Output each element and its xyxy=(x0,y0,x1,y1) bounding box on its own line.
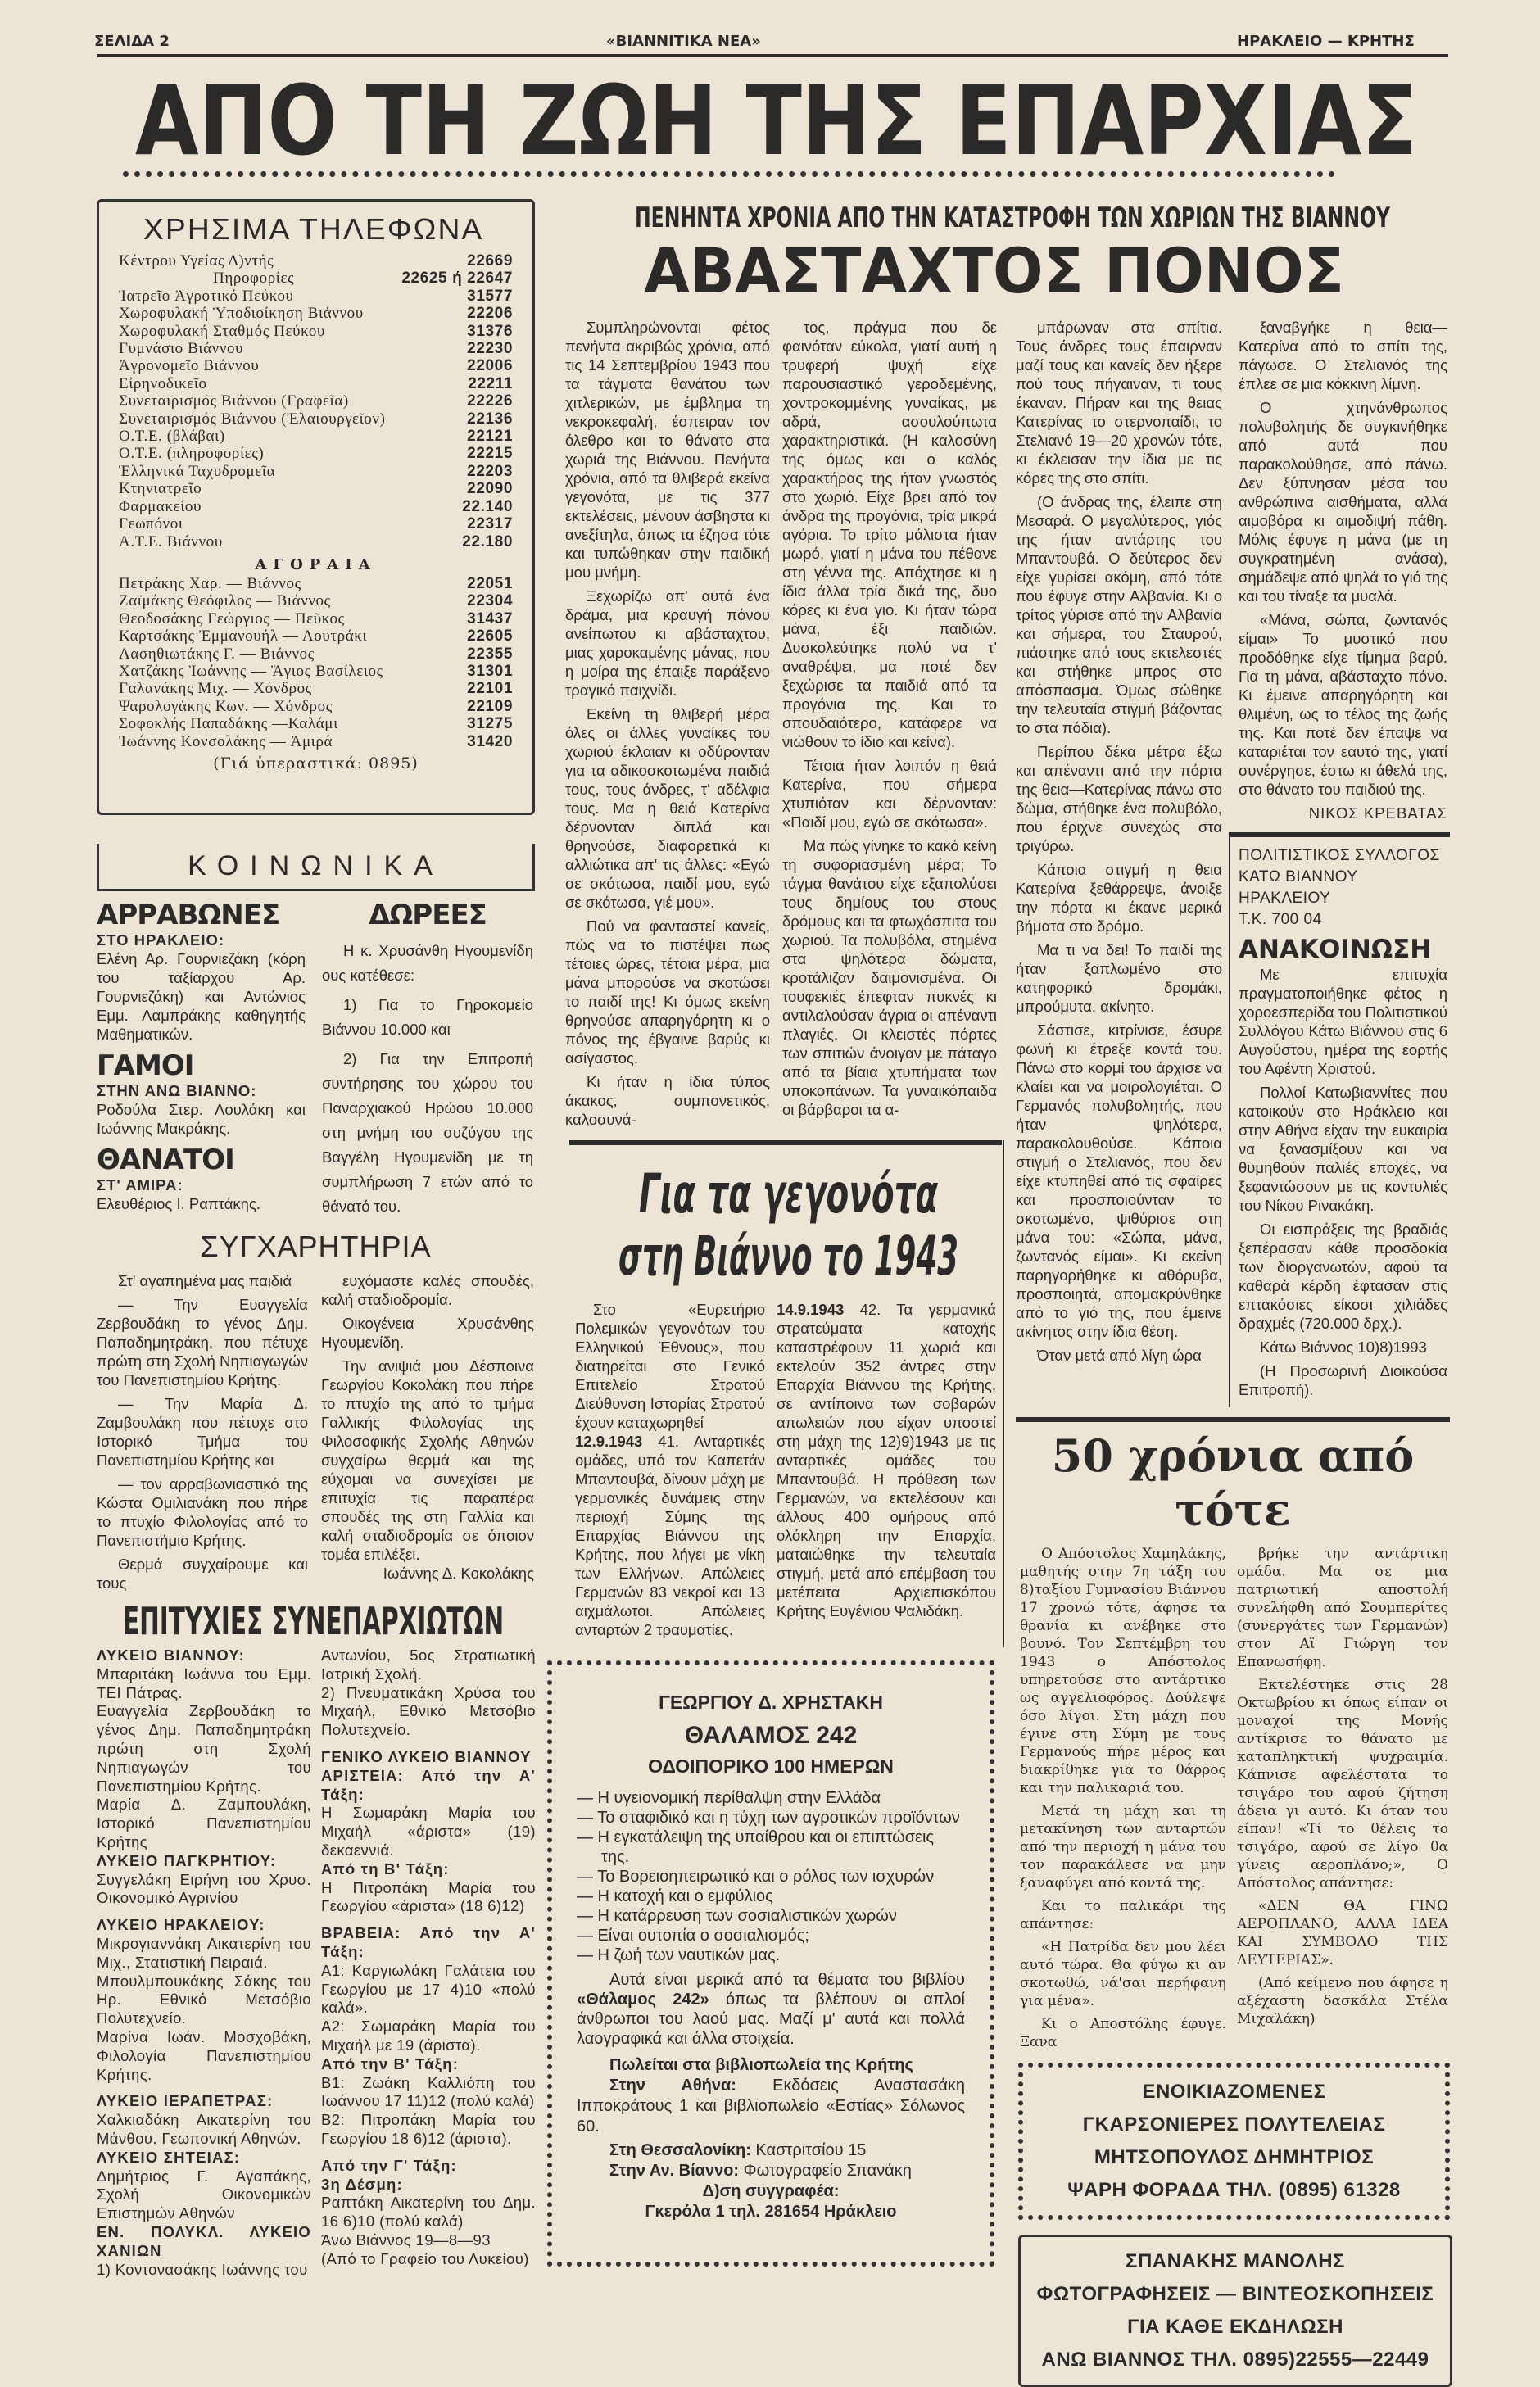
entry-text: Η Σωμαράκη Μαρία του Μιχαήλ «άριστα» (19) δεκαεννιά. xyxy=(321,1804,536,1859)
phone-label: Συνεταιρισμός Βιάννου (Γραφεῖα) xyxy=(119,392,349,410)
deaths-heading: ΘΑΝΑΤΟΙ xyxy=(97,1144,234,1176)
phone-row xyxy=(119,288,513,305)
paragraph: (Η Προσωρινή Διοικούσα Επιτροπή). xyxy=(1239,1362,1447,1398)
paragraph: μπάρωναν στα σπίτια. Τους άνδρες τους έπαιρναν μαζί τους και κανείς δεν ήξερε πού τους πήγαιναν, τι τους έκαναν. Πήραν και της θειας Κατερίνας το στερνοπαίδι, το Στελιανό 19—20 χρονών τότε, κι έκλεισαν την ίδια με τις κόρες της στο σπίτι. xyxy=(1016,319,1222,487)
entry-text: Ραπτάκη Αικατερίνη του Δημ. 16 6)10 (πολύ καλά) xyxy=(321,2194,536,2231)
successes-col2 xyxy=(321,1646,536,2269)
rent-ad-line: ΕΝΟΙΚΙΑΖΟΜΕΝΕΣ xyxy=(1142,2081,1326,2103)
entry-text: Αντωνίου, 5ος Στρατιωτική Ιατρική Σχολή. xyxy=(321,1646,536,1683)
engagements-text: Ελένη Αρ. Γουρνιεζάκη (κόρη του ταξίαρχου Αρ. Γουρνιεζάκη) και Αντώνιος Εμμ. Λαμπράκης καθηγητής Μαθηματικών. xyxy=(97,950,306,1043)
book-viannos-label: Στην Αν. Βίαννο: xyxy=(609,2162,740,2180)
phone-number: 22203 xyxy=(467,462,513,480)
entry-heading: ΛΥΚΕΙΟ ΒΙΑΝΝΟΥ: xyxy=(97,1646,245,1664)
koinonika-banner xyxy=(97,844,535,891)
paragraph: Κι ο Αποστόλης έφυγε. Ξανα xyxy=(1020,2016,1226,2050)
phone-label: Συνεταιρισμός Βιάννου (Ἐλαιουργεῖον) xyxy=(119,410,386,428)
book-athens xyxy=(577,2076,965,2137)
events-title1-wrap xyxy=(639,1162,939,1225)
phone-label: Εἰρηνοδικεῖο xyxy=(119,374,207,392)
paragraph: Κι ήταν η ίδια τύπος άκακος, συμπονετικός, καλοσυνά- xyxy=(565,1073,770,1128)
entry-heading: Από την Γ' Τάξη: xyxy=(321,2156,457,2174)
rent-ad-line: ΨΑΡΗ ΦΟΡΑΔΑ ΤΗΛ. (0895) 61328 xyxy=(1067,2179,1401,2201)
phone-row xyxy=(119,498,513,515)
phone-number: 22215 xyxy=(467,445,513,463)
donations-text xyxy=(322,939,533,1219)
phone-label: Σοφοκλής Παπαδάκης —Καλάμι xyxy=(119,715,338,733)
phone-label: Γυμνάσιο Βιάννου xyxy=(119,340,244,358)
phone-row xyxy=(119,680,513,697)
article-col2 xyxy=(782,318,997,1119)
photo-ad-line: ΓΙΑ ΚΑΘΕ ΕΚΔΗΛΩΣΗ xyxy=(1127,2316,1343,2338)
events-entry-41-date: 12.9.1943 xyxy=(575,1433,643,1450)
phone-row xyxy=(119,575,513,592)
weddings-place: ΣΤΗΝ ΑΝΩ ΒΙΑΝΝΟ: xyxy=(97,1082,257,1099)
article-headline: ΑΒΑΣΤΑΧΤΟΣ ΠΟΝΟΣ xyxy=(644,234,1344,307)
entry-text: (Από το Γραφείο του Λυκείου) xyxy=(321,2249,529,2267)
events-entry-42 xyxy=(777,1300,996,1620)
phone-row xyxy=(119,698,513,715)
phone-label: Χατζάκης Ἰωάννης — Ἅγιος Βασίλειος xyxy=(119,662,383,680)
fifty-years-col1 xyxy=(1020,1545,1226,2051)
entry-text: Α1: Καργιωλάκη Γαλάτεια του Γεωργίου με 17 4)10 «πολύ καλά». xyxy=(321,1961,536,2017)
entry-text: Χαλκιαδάκη Αικατερίνη του Μάνθου. Γεωπονική Αθηνών. xyxy=(97,2111,311,2147)
phone-row xyxy=(119,252,513,270)
paragraph: (Ο άνδρας της, έλειπε στη Μεσαρά. Ο μεγαλύτερος, γιός της ήταν αντάρτης του Μπαντουβά. Ο δεύτερος δεν είχε γυρίσει ακόμη, από τότε που έφυγε στην Αλβανία. Κι ο τρίτος γύρισε από την Αλβανία και σήμερα, του Σταυρού, πιάστηκε από τους εκτελεστές και στήθηκε μπρος στο απόσπασμα. Όμως σώθηκε την τελευταία στιγμή βάζοντας το στα πόδια). xyxy=(1016,493,1222,736)
book-topic: — Η εγκατάλειψη της υπαίθρου και οι επιπτώσεις της. xyxy=(577,1828,935,1866)
book-topic: — Είναι ουτοπία ο σοσιαλισμός; xyxy=(577,1927,809,1945)
phone-label: Χωροφυλακή Ὑποδιοίκηση Βιάννου xyxy=(119,305,364,323)
entry-text: Δημήτριος Γ. Αγαπάκης, Σχολή Οικονομικών Επιστημών Αθηνών xyxy=(97,2167,311,2222)
entry-heading: ΑΡΙΣΤΕΙΑ: Από την Α' Τάξη: xyxy=(321,1766,536,1803)
book-viannos xyxy=(577,2161,965,2181)
successes-heading-wrap xyxy=(123,1601,504,1642)
phones-list xyxy=(119,252,513,550)
rent-ad-text xyxy=(1028,2076,1440,2207)
book-athens-label: Στην Αθήνα: xyxy=(609,2077,736,2095)
photo-ad-text xyxy=(1026,2245,1445,2376)
phone-label: Ἰατρεῖο Ἀγροτικό Πεύκου xyxy=(119,287,294,305)
syllogos-side-rule xyxy=(1229,832,1230,1407)
phone-number: 22669 xyxy=(467,252,513,270)
paragraph: «Η Πατρίδα δεν μου λέει αυτό τώρα. Θα φύγω κι αν σκοτωθώ, νά'σαι περήφανη για μένα». xyxy=(1020,1939,1226,2009)
paragraph: Μετά τη μάχη και τη μετακίνηση των ανταρτών από την περιοχή η μάνα του τον παρακάλεσε να μην ξαναφύγει από κοντά της. xyxy=(1020,1803,1226,1891)
book-sales xyxy=(577,2055,965,2222)
congratulations-col1 xyxy=(97,1271,308,1592)
announcement-heading: ΑΝΑΚΟΙΝΩΣΗ xyxy=(1239,935,1432,964)
phone-row xyxy=(119,515,513,532)
paragraph: Θερμά συγχαίρουμε και τους xyxy=(97,1556,308,1592)
fifty-years-rule xyxy=(1016,1417,1450,1422)
entry-heading: ΓΕΝΙΚΟ ΛΥΚΕΙΟ ΒΙΑΝΝΟΥ xyxy=(321,1747,532,1765)
photo-ad-line: ΑΝΩ ΒΙΑΝΝΟΣ ΤΗΛ. 0895)22555—22449 xyxy=(1041,2348,1429,2371)
weddings-text: Ροδούλα Στερ. Λουλάκη και Ιωάννης Μακράκης. xyxy=(97,1101,306,1137)
book-thess-text: Καστριτσίου 15 xyxy=(750,2141,867,2159)
phone-label: Χωροφυλακή Σταθμός Πεύκου xyxy=(119,322,325,340)
paragraph: Εκτελέστηκε στις 28 Οκτωβρίου κι όπως είπαν οι μοναχοί της Μονής αντίκρισε το θάνατο με καταπληκτική ψυχραιμία. Κάπνισε αφελέστατα το τσιγάρο του αφού ζήτηση άδεια γι αυτό. Κι όταν του είπαν! «Τί το θέλεις το τσιγάρο, αφού σε λίγο θα γίνεις αεροπλάνο;», Ο Απόστολος απάντησε: xyxy=(1237,1677,1448,1891)
phone-number: 31301 xyxy=(467,662,513,680)
photo-advert xyxy=(1018,2235,1452,2387)
phone-number: 22226 xyxy=(467,392,513,410)
useful-phones-box xyxy=(97,199,535,815)
phone-label: Ἰωάννης Κονσολάκης — Ἀμιρά xyxy=(119,732,333,750)
phone-number: 31437 xyxy=(467,609,513,627)
entry-heading: ΛΥΚΕΙΟ ΙΕΡΑΠΕΤΡΑΣ: xyxy=(97,2092,274,2110)
syllogos-org-line: ΠΟΛΙΤΙΣΤΙΚΟΣ ΣΥΛΛΟΓΟΣ xyxy=(1239,847,1440,864)
entry-heading: ΕΝ. ΠΟΛΥΚΛ. ΛΥΚΕΙΟ ΧΑΝΙΩΝ xyxy=(97,2222,311,2259)
entry-text: Η Πιτροπάκη Μαρία του Γεωργίου «άριστα» (18 6)12) xyxy=(321,1878,536,1915)
newspaper-name: «ΒΙΑΝΝΙΤΙΚΑ ΝΕΑ» xyxy=(606,33,761,50)
entry-text: 1) Κοντονασάκης Ιωάννης του xyxy=(97,2260,308,2278)
phone-number: 22136 xyxy=(467,410,513,428)
events-top-rule xyxy=(569,1140,1002,1145)
paragraph: (Από κείμενο που άφησε η αξέχαστη δασκάλα Στέλα Μιχαλάκη) xyxy=(1237,1975,1448,2027)
phone-number: 22051 xyxy=(467,574,513,592)
phone-number: 22109 xyxy=(467,697,513,715)
book-topic: — Η κατοχή και ο εμφύλιος xyxy=(577,1887,773,1905)
paragraph: Ξεχωρίζω απ' αυτά ένα δράμα, μια κραυγή πόνου ανείπωτου κι αβάσταχτου, μιας χαροκαμένης μάνας, που η μοίρα της έπαιξε παράξενο τραγικό παιχνίδι. xyxy=(565,587,770,699)
phone-row xyxy=(119,480,513,497)
congratulations-heading: ΣΥΓΧΑΡΗΤΗΡΙΑ xyxy=(200,1230,432,1263)
events-side-rule xyxy=(1003,1140,1004,1647)
book-topic: — Η κατάρρευση των σοσιαλιστικών χωρών xyxy=(577,1907,897,1925)
book-desc-text-2: όπως τα βλέπουν οι απλοί άνθρωποι του λαού μας. Μαζί μ' αυτά και πολλά λαογραφικά και άλλα στοιχεία. xyxy=(577,1991,965,2048)
deaths-text: Ελευθέριος Ι. Ραπτάκης. xyxy=(97,1195,261,1212)
book-desc-text: Αυτά είναι μερικά από τα θέματα του βιβλίου xyxy=(609,1971,965,1989)
book-topic: — Το σταφιδικό και η τύχη των αγροτικών προϊόντων xyxy=(577,1809,960,1827)
phone-label: Γαλανάκης Μιχ. — Χόνδρος xyxy=(119,680,312,698)
phone-row xyxy=(119,375,513,392)
events-entry-41-text: 41. Ανταρτικές ομάδες, υπό τον Καπετάν Μπαντουβά, δίνουν μάχη με γερμανικές δυνάμεις στην περιοχή Σύμης της Επαρχίας Βιάννου της Κρήτης, που λήγει με νίκη των Ελλήνων. Απώλειες Γερμανών 83 νεκροί και 13 αιχμάλωτοι. Απώλειες ανταρτών 2 τραυματίες. xyxy=(575,1433,765,1638)
phone-number: 22625 ή 22647 xyxy=(401,270,513,288)
entry-text: 2) Πνευματικάκη Χρύσα του Μιχαήλ, Εθνικό Μετσόβιο Πολυτεχνείο. xyxy=(321,1683,536,1739)
book-title: ΘΑΛΑΜΟΣ 242 xyxy=(684,1722,858,1749)
entry-text: Άνω Βιάννος 19—8—93 xyxy=(321,2231,491,2249)
book-thessaloniki xyxy=(577,2140,965,2161)
diamond-rule xyxy=(123,171,1335,177)
phone-row xyxy=(119,428,513,445)
phone-row xyxy=(119,533,513,550)
phone-label: Καρτσάκης Ἐμμανουήλ — Λουτράκι xyxy=(119,627,368,645)
successes-col1 xyxy=(97,1646,311,2279)
phone-row xyxy=(119,305,513,322)
paragraph: Σάστισε, κιτρίνισε, έσυρε φωνή κι έτρεξε κοντά του. Πάνω στο κορμί του άρχισε να κλαίει και να μοιρολογιέται. Ο Γερμανός πολυβολητής, που ήταν ψηλότερα, παρακολουθούσε. Κάποια στιγμή ο Στελιανός, που δεν είχε κτυπηθεί από τις σφαίρες και προσποιούνταν το σκοτωμένο, ψιθύρισε στη μάνα του: «Σώπα, μάνα, ζωντανός είμαι». Κι εκείνη παρηγορήθηκε κι αθόρυβα, προσποιητά, απομακρύνθηκε από το γιό της, που έμεινε ακίνητος στην ίδια θέση. xyxy=(1016,1021,1222,1340)
phone-row xyxy=(119,357,513,374)
paragraph: — Την Μαρία Δ. Ζαμβουλάκη που πέτυχε στο Ιστορικό Τμήμα του Πανεπιστημίου Κρήτης και xyxy=(97,1395,308,1469)
entry-text: Μαρία Δ. Ζαμπουλάκη, Ιστορικό Πανεπιστημίου Κρήτης xyxy=(97,1796,311,1850)
phone-row xyxy=(119,610,513,627)
entry-text: Β2: Πιτροπάκη Μαρία του Γεωργίου 18 6)12 (άριστα). xyxy=(321,2111,536,2147)
book-advert xyxy=(547,1660,994,2267)
phone-number: 22206 xyxy=(467,305,513,323)
congratulations-col2 xyxy=(321,1271,534,1583)
paragraph: Συμπληρώνονται φέτος πενήντα ακριβώς χρόνια, από τις 14 Σεπτεμβρίου 1943 που τα τάγματα θανάτου των χιτλερικών, με έμβλημα τη νεκροκεφαλή, έσπειραν τον όλεθρο και το θάνατο στα χωριά της Βιάννου. Πενήντα χρόνια, από τα θλιβερά εκείνα γεγονότα, με τις 377 εκτελέσεις, μένουν άσβηστα κι ανεξίτηλα, όπως τα έζησα τότε και τυπώθηκαν στην παιδική μου μνήμη. xyxy=(565,319,770,581)
events-title-line1: Για τα γεγονότα xyxy=(639,1162,939,1225)
article-col4 xyxy=(1239,318,1447,822)
phone-number: 22211 xyxy=(468,374,513,392)
phone-label: Θεοδοσάκης Γεώργιος — Πεῦκος xyxy=(119,609,345,627)
phone-row xyxy=(119,733,513,750)
syllogos-org-line: ΚΑΤΩ ΒΙΑΝΝΟΥ ΗΡΑΚΛΕΙΟΥ xyxy=(1239,868,1358,907)
book-address: Γκερόλα 1 τηλ. 281654 Ηράκλειο xyxy=(645,2203,897,2221)
rent-advert xyxy=(1018,2063,1450,2220)
paragraph: Οι εισπράξεις της βραδιάς ξεπέρασαν κάθε προσδοκία των διοργανωτών, αφού τα καθαρά κέρδη έφτασαν στις επτακόσιες είκοσι χιλιάδες δραχμές (720.000 δρχ.). xyxy=(1239,1221,1447,1332)
photo-ad-line: ΣΠΑΝΑΚΗΣ ΜΑΝΟΛΗΣ xyxy=(1126,2250,1345,2272)
engagements-place: ΣΤΟ ΗΡΑΚΛΕΙΟ: xyxy=(97,931,225,949)
paragraph: Κάτω Βιάννος 10)8)1993 xyxy=(1260,1338,1427,1356)
headline-wrap xyxy=(644,234,1344,307)
paragraph: «ΔΕΝ ΘΑ ΓΙΝΩ ΑΕΡΟΠΛΑΝΟ, ΑΛΛΑ ΙΔΕΑ ΚΑΙ ΣΥΜΒΟΛΟ ΤΗΣ ΛΕΥΤΕΡΙΑΣ». xyxy=(1237,1898,1448,1968)
phone-number: 22090 xyxy=(467,480,513,498)
article-kicker: ΠΕΝΗΝΤΑ ΧΡΟΝΙΑ ΑΠΟ ΤΗΝ ΚΑΤΑΣΤΡΟΦΗ ΤΩΝ ΧΩΡΙΩΝ ΤΗΣ ΒΙΑΝΝΟΥ xyxy=(635,202,1391,234)
taxi-list xyxy=(119,575,513,750)
entry-text: Ευαγγελία Ζερβουδάκη το γένος Δημ. Παπαδημητράκη πρώτη στη Σχολή Νηπιαγωγών του Πανεπιστημίου Κρήτης. xyxy=(97,1702,311,1795)
paragraph: «Μάνα, σώπα, ζωντανός είμαι» Το μυστικό που προδόθηκε είχε τίμημα βαρύ. Για τη μάνα, αβάσταχτο πόνο. Κι έμεινε απαρηγόρητη και θλιμένη, ως το τέλος της ζωής της. Και ποτέ δεν έπαψε να καταριέται τον εαυτό της, γιατί συνέργησε, έστω κι άθελά της, στο θάνατο του παιδιού της. xyxy=(1239,611,1447,798)
phone-label: Ψαρολογάκης Κων. — Χόνδρος xyxy=(119,697,333,715)
entry-heading: ΛΥΚΕΙΟ ΣΗΤΕΙΑΣ: xyxy=(97,2148,241,2166)
phone-row xyxy=(119,715,513,732)
entry-heading: Από τη Β' Τάξη: xyxy=(321,1859,450,1877)
phones-title-wrap xyxy=(143,211,483,247)
edition-place: ΗΡΑΚΛΕΙΟ — ΚΡΗΤΗΣ xyxy=(1237,33,1415,50)
congratulations-col2-text xyxy=(321,1271,534,1564)
entry-text: Α2: Σωμαράκη Μαρία του Μιχαήλ με 19 (άριστα). xyxy=(321,2018,536,2054)
paragraph: Η κ. Χρυσάνθη Ηγουμενίδη ους κατέθεσε: xyxy=(322,942,533,984)
paragraph: 1) Για το Γηροκομείο Βιάννου 10.000 και xyxy=(322,996,533,1038)
paragraph: τος, πράγμα που δε φαινόταν εύκολα, γιατί αυτή η τρυφερή ψυχή είχε παρουσιαστικό γεροδεμένης, χοντροκομμένης γυναίκας, με αδρά, ασουλούπωτα χαρακτηριστικά. (Η καλοσύνη της όμως και ο καλός χαρακτήρας της ήταν γνωστός στο χωριό. Είχε βρει από τον άνδρα της προγόνια, τρία μικρά αγόρια. Το τρίτο μάλιστα ήταν μωρό, γιατί η μάνα του πέθανε στη γέννα της. Απόχτησε κι η ίδια άλλα τρία δικά της, δυο κόρες κι ένα γιο. Κι ήταν τώρα μάνα, έξι παιδιών. Δυσκολεύτηκε πολύ να τ' αναθρέψει, μα ποτέ δεν ξεχώρισε τα παιδιά από τα προγόνια της. Και το σπουδαιότερο, κατάφερε να νιώθουν το ίδιο και κείνα). xyxy=(782,319,997,750)
paragraph: — τον αρραβωνιαστικό της Κώστα Ομιλιανάκη που πήρε το πτυχίο Φιλολογίας από το Πανεπιστήμιο Κρήτης. xyxy=(97,1475,308,1549)
phone-row xyxy=(119,340,513,357)
phone-number: 31376 xyxy=(467,322,513,340)
phone-row xyxy=(119,410,513,428)
phone-label: Γεωπόνοι xyxy=(119,515,183,533)
paragraph: Τέτοια ήταν λοιπόν η θειά Κατερίνα, που σήμερα χτυπιόταν και δέρνονταν: «Παιδί μου, εγώ σε σκότωσα». xyxy=(782,757,997,831)
entry-text: Μπαριτάκη Ιωάννα του Εμμ. ΤΕΙ Πάτρας. xyxy=(97,1665,311,1701)
paragraph: Κάποια στιγμή η θεια Κατερίνα ξεθάρρεψε, άνοιξε την πόρτα κι έκανε μερικά βήματα στο δρόμο. xyxy=(1016,861,1222,935)
kicker-wrap xyxy=(635,203,1390,233)
phone-number: 22121 xyxy=(467,428,513,446)
fifty-years-title: 50 χρόνια από τότε xyxy=(1051,1429,1415,1536)
phone-number: 22230 xyxy=(467,340,513,358)
paragraph: Εκείνη τη θλιβερή μέρα όλες οι άλλες γυναίκες του χωριού έκλαιαν κι οδύρονταν για τα αδικοσκοτωμένα παιδιά τους, τους άνδρες, τ' αδέλφια τους. Μα η θειά Κατερίνα δέρνονταν διπλά και θρηνούσε, διαφορετικά κι αλλιώτικα απ' τις άλλες: «Εγώ σε σκότωσα, παιδί μου, εγώ σε σκότωσα, γιέ μου». xyxy=(565,705,770,911)
book-viannos-text: Φωτογραφείο Σπανάκη xyxy=(739,2162,912,2180)
phone-label: Ο.Τ.Ε. (βλάβαι) xyxy=(119,428,225,446)
header-rule xyxy=(97,54,1448,57)
phone-number: 31577 xyxy=(467,287,513,305)
phone-row xyxy=(119,392,513,410)
phone-row xyxy=(119,645,513,663)
events-entry-42-date: 14.9.1943 xyxy=(777,1301,845,1318)
rent-ad-line: ΜΗΤΣΟΠΟΥΛΟΣ ΔΗΜΗΤΡΙΟΣ xyxy=(1094,2146,1375,2168)
announcement-text xyxy=(1239,965,1447,1399)
photo-ad-line: ΦΩΤΟΓΡΑΦΗΣΕΙΣ — ΒΙΝΤΕΟΣΚΟΠΗΣΕΙΣ xyxy=(1036,2283,1434,2305)
phone-row xyxy=(119,463,513,480)
phone-number: 31275 xyxy=(467,715,513,733)
paragraph: Με επιτυχία πραγματοποιήθηκε φέτος η χοροεσπερίδα του Πολιτιστικού Συλλόγου Κάτω Βιάννου στις 6 Αυγούστου, ημέρα της εορτής του Αφέντη Χριστού. xyxy=(1239,966,1447,1077)
events-title2-wrap xyxy=(618,1225,959,1288)
paragraph: Και το παλικάρι της απάντησε: xyxy=(1020,1898,1226,1932)
phone-row xyxy=(119,323,513,340)
book-description xyxy=(577,1970,965,2049)
article-col3 xyxy=(1016,318,1222,1365)
paragraph: ευχόμαστε καλές σπουδές, καλή σταδιοδρομία. xyxy=(321,1272,534,1308)
phone-label: Πετράκης Χαρ. — Βιάννος xyxy=(119,574,301,592)
book-sold-at: Πωλείται στα βιβλιοπωλεία της Κρήτης xyxy=(609,2056,913,2074)
book-topic: — Η ζωή των ναυτικών μας. xyxy=(577,1946,781,1964)
entry-text: Συγγελάκη Ειρήνη του Χρυσ. Οικονομικό Αγρινίου xyxy=(97,1870,311,1907)
phones-note: (Γιά ὑπεραστικά: 0895) xyxy=(213,754,419,772)
social-announcements xyxy=(97,899,306,1213)
paragraph: Οικογένεια Χρυσάνθης Ηγουμενίδη. xyxy=(321,1315,534,1351)
book-topic: — Το Βορειοηπειρωτικό και ο ρόλος των ισχυρών xyxy=(577,1868,935,1886)
fifty-years-col2 xyxy=(1237,1545,1448,2028)
phone-label: Κέντρου Υγείας Δ)ντής xyxy=(119,252,274,270)
paragraph: Πού να φανταστεί κανείς, πώς να το πιστέψει πως τέτοιες ώρες, τέτοια μέρα, μια μάνα μπορούσε να σκοτώσει το παιδί της! Κι όμως εκείνη θρηνούσε απαρηγόρητη κι ο πόνος της έβγαινε βαρύς κι ασίγαστος. xyxy=(565,917,770,1067)
deaths-place: ΣΤ' ΑΜΙΡΑ: xyxy=(97,1176,183,1194)
book-address-label: Δ)ση συγγραφέα: xyxy=(702,2182,840,2200)
phone-label: Α.Τ.Ε. Βιάννου xyxy=(119,532,223,550)
page-number: ΣΕΛΙΔΑ 2 xyxy=(94,33,170,50)
syllogos-notice xyxy=(1239,845,1447,1399)
events-entry-42-text: 42. Τα γερμανικά στρατεύματα κατοχής καταστρέφουν 11 χωριά και εκτελούν 352 άντρες στην Επαρχία Βιάννου της Κρήτης, σε αντίποινα των σοβαρών απωλειών που είχαν υποστεί στη μάχη της 12)9)1943 με τις ανταρτικές ομάδες του Μπαντουβά. Η πρόθεση των Γερμανών, να εκτελέσουν και άλλους 400 ομήρους από ολόκληρη την Επαρχία, ματαιώθηκε την τελευταία στιγμή, μετά από επέμβαση του μετέπειτα Αρχιεπισκόπου Κρήτης Ευγένιου Ψαλιδάκη. xyxy=(777,1301,996,1619)
book-topics xyxy=(577,1788,965,1965)
book-subtitle: ΟΔΟΙΠΟΡΙΚΟ 100 ΗΜΕΡΩΝ xyxy=(648,1755,894,1777)
section-title-wrap xyxy=(135,64,1418,177)
entry-text: Μαρίνα Ιωάν. Μοσχοβάκη, Φιλολογία Πανεπιστημίου Κρήτης. xyxy=(97,2027,311,2083)
phone-number: 22304 xyxy=(467,592,513,610)
phone-number: 22.140 xyxy=(462,497,513,515)
entry-heading: ΒΡΑΒΕΙΑ: Από την Α' Τάξη: xyxy=(321,1924,536,1960)
paragraph: Όταν μετά από λίγη ώρα xyxy=(1037,1347,1202,1364)
paragraph: βρήκε την αντάρτικη ομάδα. Μα σε μια πατριωτική αποστολή συνελήφθη από Σουμπερίτες (συνεργάτες των Γερμανών) στον Αϊ Γιώργη τον Επανωσήφη. xyxy=(1237,1546,1448,1670)
weddings-heading: ΓΑΜΟΙ xyxy=(97,1049,194,1082)
phone-number: 22101 xyxy=(467,680,513,698)
phones-title: ΧΡΗΣΙΜΑ ΤΗΛΕΦΩΝΑ xyxy=(143,212,484,246)
entry-text: Μπουλμπουκάκης Σάκης του Ηρ. Εθνικό Μετσόβιο Πολυτεχνείο. xyxy=(97,1972,311,2027)
entry-heading: 3η Δέσμη: xyxy=(321,2175,403,2193)
events-col1 xyxy=(575,1300,765,1639)
phone-label: Ἀγρονομεῖο Βιάννου xyxy=(119,357,260,375)
entry-text: Μικρογιαννάκη Αικατερίνη του Μιχ., Στατιστική Πειραιά. xyxy=(97,1934,311,1971)
book-desc-title: «Θάλαμος 242» xyxy=(577,1991,709,2009)
book-athens-text: Εκδόσεις Αναστασάκη Ιπποκράτους 1 και βιβλιοπωλείο «Εστίας» Σόλωνος 60. xyxy=(577,2077,966,2136)
paragraph: 2) Για την Επιτροπή συντήρησης του χώρου του Παναρχιακού Ηρώου 10.000 στη μνήμη του συζύγου της Βαγγέλη Ηγουμενίδη με τη συμπλήρωση 7 ετών από το θάνατό του. xyxy=(322,1050,533,1215)
phone-row xyxy=(119,627,513,645)
phone-number: 22006 xyxy=(467,357,513,375)
paragraph: Ο χτηνάνθρωπος πολυβολητής δε συγκινήθηκε από αυτά που παρακολούθησε, από πάνω. Δεν ξύπνησαν μέσα του ανθρώπινα αισθήματα, αλλά αιμοβόρα κι αιμοδιψή πάθη. Μόλις έφυγε η μάνα (με τη συγκρατημένη ανάσα), σημάδεψε από ψηλά το γιό της και του τίναξε τα μυαλά. xyxy=(1239,399,1447,605)
donations xyxy=(322,899,533,1219)
engagements-heading: ΑΡΡΑΒΩΝΕΣ xyxy=(97,899,280,931)
donations-heading: ΔΩΡΕΕΣ xyxy=(369,899,487,931)
agoraia-title: ΑΓΟΡΑΙΑ xyxy=(255,555,377,573)
rent-ad-line: ΓΚΑΡΣΟΝΙΕΡΕΣ ΠΟΛΥΤΕΛΕΙΑΣ xyxy=(1082,2113,1386,2136)
book-topic: — Η υγειονομική περίθαλψη στην Ελλάδα xyxy=(577,1789,881,1807)
successes-heading: ΕΠΙΤΥΧΙΕΣ ΣΥΝΕΠΑΡΧΙΩΤΩΝ xyxy=(123,1599,505,1643)
paragraph: Περίπου δέκα μέτρα έξω και απέναντι από την πόρτα της θεια—Κατερίνας πάνω στο δώμα, στήθηκε ένα πολυβόλο, που έριχνε συνεχώς στα τριγύρω. xyxy=(1016,743,1222,854)
events-intro: Στο «Ευρετήριο Πολεμικών γεγονότων του Ελληνικού Έθνους», που διατηρείται στο Γενικό Επιτελείο Στρατού Διεύθυνση Ιστορίας Στρατού έχουν καταχωρηθεί xyxy=(575,1301,765,1431)
article-col4-text xyxy=(1239,318,1447,799)
paragraph: Ο Απόστολος Χαμηλάκης, μαθητής στην 7η τάξη του 8)ταξίου Γυμνασίου Βιάννου 17 χρονώ τότε, άφησε τα θρανία κι ανέβηκε στο βουνό. Τον Σεπτέμβρη του 1943 ο Απόστολος υπηρετούσε στο αντάρτικο ως αγγελιοφόρος. Δούλεψε όσο λίγοι. Στη μάχη που έγινε στη Σύμη με τους Γερμανούς πήρε μέρος και διακρίθηκε για το θάρρος και την παλικαριά του. xyxy=(1020,1546,1226,1796)
phone-row xyxy=(119,445,513,462)
syllogos-org-line: Τ.Κ. 700 04 xyxy=(1239,911,1322,928)
phone-label: Λασηθιωτάκης Γ. — Βιάννος xyxy=(119,645,315,663)
book-thess-label: Στη Θεσσαλονίκη: xyxy=(609,2141,751,2159)
paragraph: Πολλοί Κατωβιαννίτες που κατοικούν στο Ηράκλειο και στην Αθήνα είχαν την ευκαιρία να ξανασμίξουν και να θυμηθούν παλιές εποχές, να ξεφαντώσουν με τις κοντυλιές του Νίκου Ρινακάκη. xyxy=(1239,1084,1447,1214)
phone-number: 22.180 xyxy=(462,532,513,550)
syllogos-org xyxy=(1239,845,1447,931)
koinonika-title: ΚΟΙΝΩΝΙΚΑ xyxy=(188,850,444,881)
entry-heading: ΛΥΚΕΙΟ ΠΑΓΚΡΗΤΙΟΥ: xyxy=(97,1851,277,1869)
events-col2 xyxy=(777,1300,996,1620)
events-title-line2: στη Βιάννο το 1943 xyxy=(618,1225,959,1288)
events-entry-41 xyxy=(575,1432,765,1639)
entry-heading: Από την Β' Τάξη: xyxy=(321,2054,460,2072)
phone-label: Ἑλληνικά Ταχυδρομεῖα xyxy=(119,462,276,480)
phone-row xyxy=(119,592,513,609)
paragraph: Μα τι να δει! Το παιδί της ήταν ξαπλωμένο στο κατηφορικό δρομάκι, μπρούμυτα, ακίνητο. xyxy=(1016,941,1222,1015)
phone-label: Κτηνιατρεῖο xyxy=(119,480,202,498)
phone-label: Ο.Τ.Ε. (πληροφορίες) xyxy=(119,445,265,463)
phone-row xyxy=(119,663,513,680)
congratulations-signature: Ιωάννης Δ. Κοκολάκης xyxy=(383,1565,534,1582)
phone-label: Ζαϊμάκης Θεόφιλος — Βιάννος xyxy=(119,592,331,610)
entry-text: Β1: Ζωάκη Καλλιόπη του Ιωάννου 17 11)12 (πολύ καλά) xyxy=(321,2073,536,2110)
phone-number: 22317 xyxy=(467,515,513,533)
paragraph: Μα πώς γίνηκε το κακό κείνη τη συφοριασμένη μέρα; Το τάγμα θανάτου είχε εξαπολύσει τους δημίους του στους δρόμους και τα φτωχόσπιτα του χωριού. Τα πολυβόλα, στημένα στα ψηλότερα δώματα, κροτάλιζαν δαιμονισμένα. Οι τουφεκιές έπεφταν πυκνές κι αντιλαλούσαν άγρια οι απέναντι πλαγιές. Οι κλειστές πόρτες των σπιτιών άνοιγαν με πάταγο από τα βίαια χτυπήματα των υποκοπάνων. Τα γυναικόπαιδα οι βάρβαροι τα α- xyxy=(782,837,997,1118)
phone-number: 22355 xyxy=(467,645,513,663)
paragraph: — Την Ευαγγελία Ζερβουδάκη το γένος Δημ. Παπαδημητράκη, που πέτυχε πρώτη στη Σχολή Νηπιαγωγών του Πανεπιστημίου Κρήτης. xyxy=(97,1296,308,1388)
paragraph: ξαναβγήκε η θεια—Κατερίνα από το σπίτι της, πάγωσε. Ο Στελιανός της έπλεε σε μια κόκκινη λίμνη. xyxy=(1239,319,1447,392)
entry-heading: ΛΥΚΕΙΟ ΗΡΑΚΛΕΙΟΥ: xyxy=(97,1916,265,1934)
article-author: ΝΙΚΟΣ ΚΡΕΒΑΤΑΣ xyxy=(1308,804,1447,822)
paragraph: Στ' αγαπημένα μας παιδιά xyxy=(118,1272,292,1289)
phone-number: 31420 xyxy=(467,732,513,750)
phone-row xyxy=(119,270,513,287)
syllogos-top-rule xyxy=(1230,832,1450,837)
book-author: ΓΕΩΡΓΙΟΥ Δ. ΧΡΗΣΤΑΚΗ xyxy=(659,1692,883,1713)
phone-number: 22605 xyxy=(467,627,513,645)
section-title: ΑΠΟ ΤΗ ΖΩΗ ΤΗΣ ΕΠΑΡΧΙΑΣ xyxy=(135,64,1418,177)
paragraph: Την ανιψιά μου Δέσποινα Γεωργίου Κοκολάκη που πήρε το πτυχίο της από το τμήμα Γαλλικής Φιλολογίας της Φιλοσοφικής Σχολής Αθηνών συγχαίρω θερμά και της εύχομαι να συνεχίσει με επιτυχία τις παραπέρα σπουδές της στη Γαλλία και καλή σταδιοδρομία σε όποιον τομέα επιλέξει. xyxy=(321,1357,534,1563)
phone-label: Πηροφορίες xyxy=(213,270,295,288)
article-col1 xyxy=(565,318,770,1129)
phone-label: Φαρμακείου xyxy=(119,497,202,515)
